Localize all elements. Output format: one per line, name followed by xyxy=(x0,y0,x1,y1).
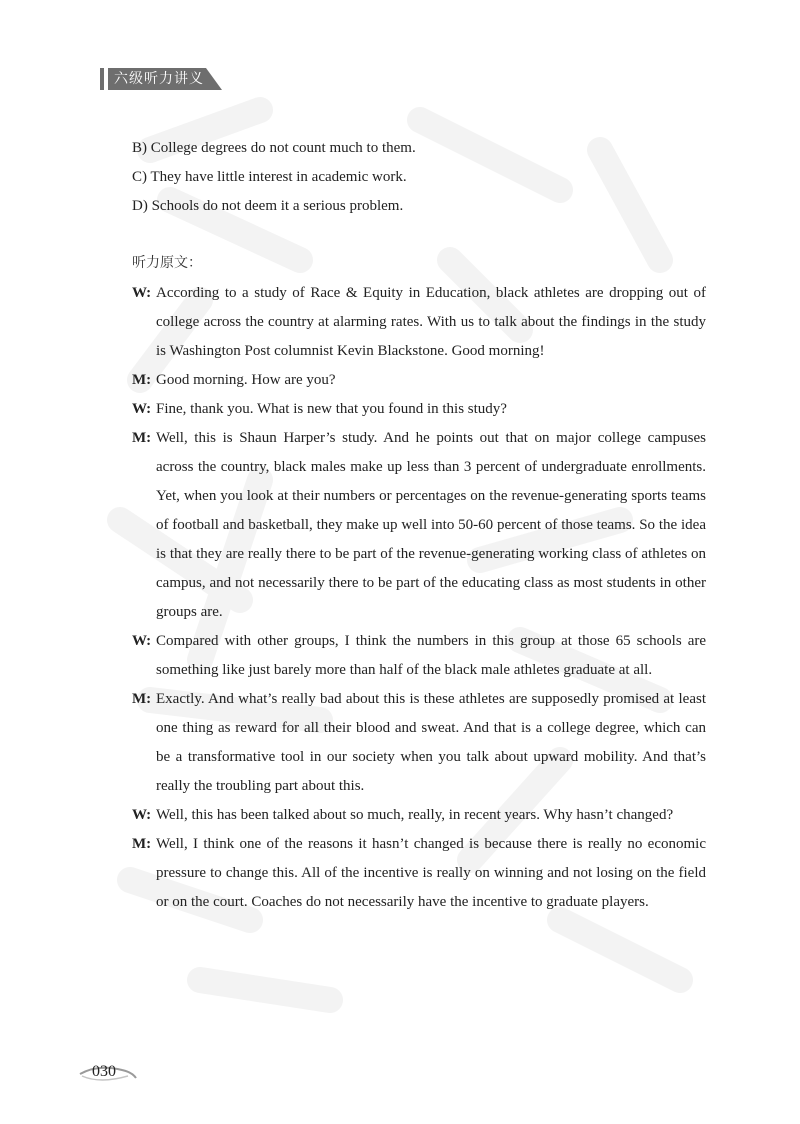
speaker-label: W: xyxy=(132,807,152,823)
speaker-label: W: xyxy=(132,285,152,301)
option-c: C) They have little interest in academic work. xyxy=(132,169,407,185)
speaker-label: W: xyxy=(132,401,152,417)
utterance-text: Exactly. And what’s really bad about this is these athletes are supposedly promised at least one thing as reward for all their blood and sweat. And that is a college degree, which can be a transformative tool in our society when you talk about upward mobility. And that’s really the troubling part about this. xyxy=(156,691,706,794)
utterance-text: According to a study of Race & Equity in Education, black athletes are dropping out of college across the country at alarming rates. With us to talk about the findings in the study is Washington Post columnist Kevin Blackstone. Good morning! xyxy=(156,285,706,359)
dialogue-transcript xyxy=(132,279,706,917)
option-d: D) Schools do not deem it a serious problem. xyxy=(132,198,404,214)
dialogue-turn xyxy=(132,366,706,395)
utterance-text: Well, this has been talked about so much, really, in recent years. Why hasn’t changed? xyxy=(156,807,674,823)
dialogue-turn xyxy=(132,685,706,801)
speaker-label: M: xyxy=(132,372,152,388)
answer-options xyxy=(132,134,712,221)
dialogue-turn xyxy=(132,627,706,685)
speaker-label: M: xyxy=(132,430,152,446)
utterance-text: Well, I think one of the reasons it hasn’t changed is because there is really no economic pressure to change this. All of the incentive is really on winning and not losing on the field or on the court. Coaches do not necessarily have the incentive to graduate players. xyxy=(156,836,706,910)
speaker-label: M: xyxy=(132,691,152,707)
dialogue-turn xyxy=(132,830,706,917)
utterance-text: Compared with other groups, I think the numbers in this group at those 65 schools are something like just barely more than half of the black male athletes graduate at all. xyxy=(156,633,706,678)
dialogue-turn xyxy=(132,279,706,366)
utterance-text: Fine, thank you. What is new that you found in this study? xyxy=(156,401,507,417)
utterance-text: Well, this is Shaun Harper’s study. And he points out that on major college campuses across the country, black males make up less than 3 percent of undergraduate enrollments. Yet, when you look at their numbers or percentages on the revenue-generating sports teams of football and basketball, they make up well into 50-60 percent of those teams. So the idea is that they are really there to be part of the revenue-generating working class of athletes on campus, and not necessarily there to be part of the educating class as most students in other groups are. xyxy=(156,430,706,620)
page-number: 030 xyxy=(92,1063,116,1080)
header-title: 六级听力讲义 xyxy=(114,71,204,87)
utterance-text: Good morning. How are you? xyxy=(156,372,336,388)
speaker-label: W: xyxy=(132,633,152,649)
dialogue-turn xyxy=(132,395,706,424)
dialogue-turn xyxy=(132,424,706,627)
speaker-label: M: xyxy=(132,836,152,852)
transcript-label: 听力原文： xyxy=(132,255,202,271)
option-b: B) College degrees do not count much to them. xyxy=(132,140,416,156)
dialogue-turn xyxy=(132,801,706,830)
